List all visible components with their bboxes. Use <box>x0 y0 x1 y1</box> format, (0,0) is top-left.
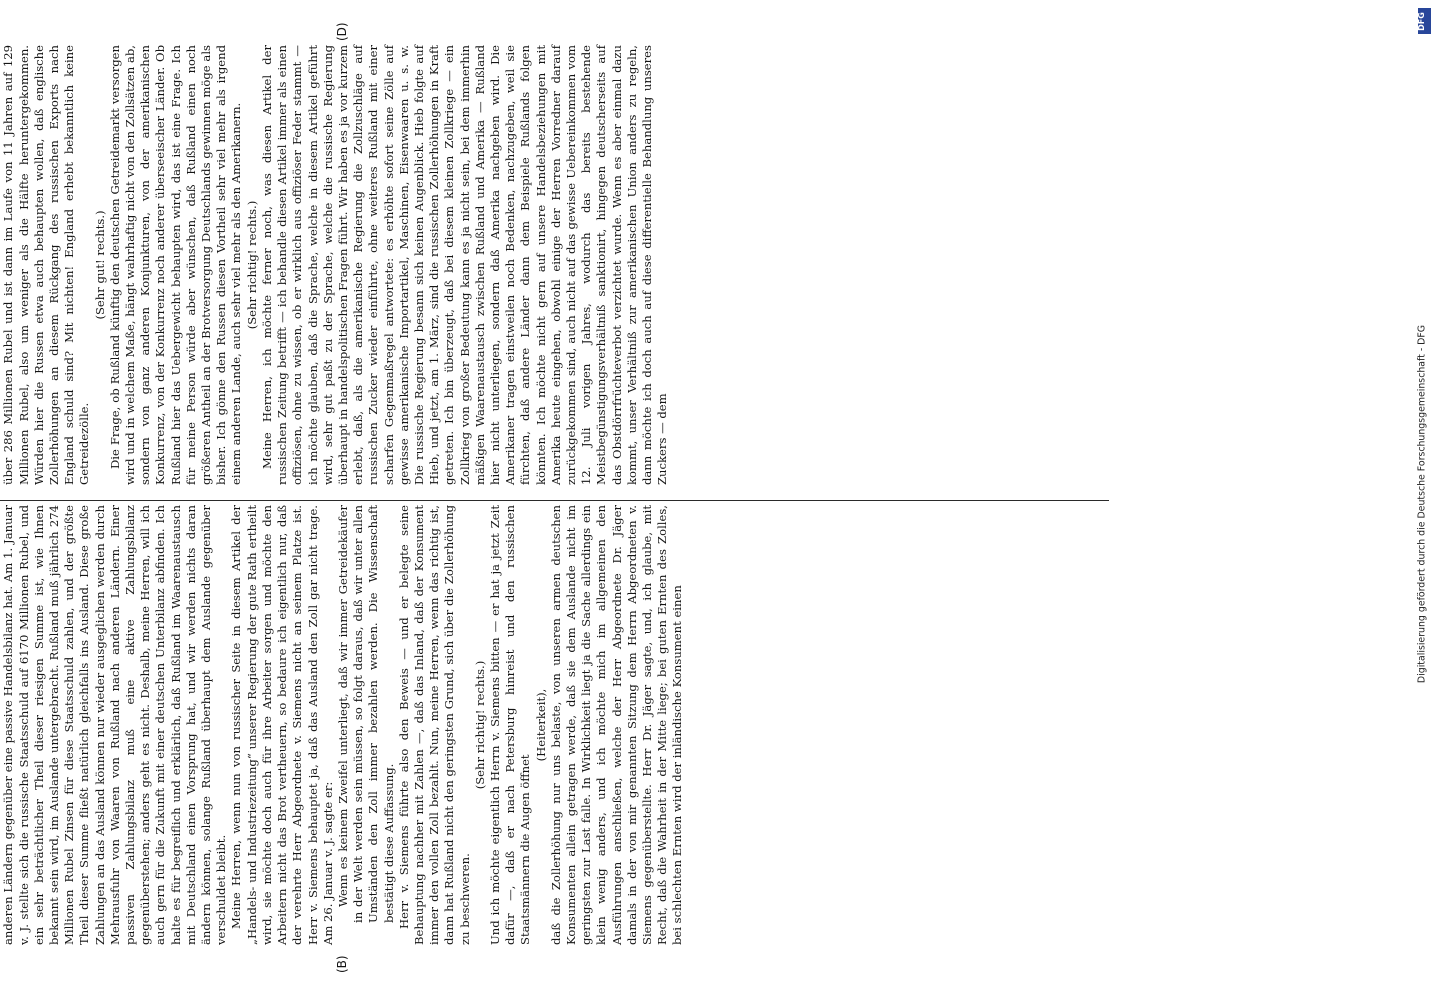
digitization-credit <box>1412 4 1432 996</box>
interjection: (Sehr richtig! rechts.) <box>244 200 259 330</box>
column-separator <box>0 500 1109 501</box>
right-column <box>0 45 670 485</box>
credit-text: Digitalisierung gefördert durch die Deutsche Forschungsgemeinschaft - DFG <box>1416 324 1428 684</box>
paragraph: Meine Herren, ich möchte ferner noch, was diesen Artikel der russischen Zeitung betrifft — ich behandle diesen Artikel immer als einen offiziösen, ohne zu wissen, ob er wirklich aus offiziöser Feder stammt — ich möchte glauben, daß die Sprache, welche in diesem Artikel geführt wird, sehr gut paßt zu der Sprache, welche die russische Regierung überhaupt in handelspolitischen Fragen führt. Wir haben es ja vor kurzem erlebt, daß, als die amerikanische Regierung die Zollzuschläge auf russischen Zucker wieder einführte, ohne weiteres Rußland mit einer scharfen Gegenmaßregel antwortete: es erhöhte sofort seine Zölle auf gewisse amerikanische Importartikel, Maschinen, Eisenwaaren u. s. w. Die russische Regierung besann sich keinen Augenblick. Hieb folgte auf Hieb, und jetzt, am 1. März, sind die russischen Zollerhöhungen in Kraft getreten. Ich bin überzeugt, daß bei diesem kleinen Zollkriege — ein Zollkrieg von großer Bedeutung kann es ja nicht sein, bei dem immerhin mäßigen Waarenaustausch zwischen Rußland und Amerika — Rußland hier nicht unterliegen, sondern daß Amerika nachgeben wird. Die Amerikaner tragen einstweilen noch Bedenken, nachzugeben, weil sie fürchten, daß andere Länder dann dem Beispiele Rußlands folgen könnten. Ich möchte nicht gern auf unsere Handelsbeziehungen mit Amerika heute eingehen, obwohl einige der Herren Vorredner darauf zurückgekommen sind, auch nicht auf das gewisse Uebereinkommen vom 12. Juli vorigen Jahres, wodurch das bereits bestehende Meistbegünstigungsverhältniß sanktionirt, hingegen deutscherseits auf das Obstdörrfrüchteverbot verzichtet wurde. Wenn es aber einmal dazu kommt, unser Verhältniß zur amerikanischen Union anders zu regeln, dann möchte ich doch auch auf diese differentielle Behandlung unseres Zuckers — dem <box>259 45 670 485</box>
paragraph: anderen Ländern gegenüber eine passive Handelsbilanz hat. Am 1. Januar v. J. stellte sich die russische Staatsschuld auf 6170 Millionen Rubel, und ein sehr beträchtlicher Theil dieser riesigen Summe ist, wie Ihnen bekannt sein wird, im Auslande untergebracht. Rußland muß jährlich 274 Millionen Rubel Zinsen für diese Staatsschuld zahlen, und der größte Theil dieser Summe fließt natürlich gleichfalls ins Ausland. Diese große Zahlungen an das Ausland können nur wieder ausgeglichen werden durch Mehrausfuhr von Waaren von Rußland nach anderen Ländern. Einer passiven Zahlungsbilanz muß eine aktive Zahlungsbilanz gegenüberstehen; anders geht es nicht. Deshalb, meine Herren, will ich auch gern für die Zukunft mit einer deutschen Unterbilanz abfinden. Ich halte es für begreiflich und erklärlich, daß Rußland im Waarenaustausch mit Deutschland einen Vorsprung hat, und wir werden nichts daran ändern können, solange Rußland überhaupt dem Auslande gegenüber verschuldet bleibt. <box>1 505 229 945</box>
interjection: (Sehr gut! rechts.) <box>92 210 107 320</box>
margin-marker-b: (B) <box>335 955 349 973</box>
paragraph: Die Frage, ob Rußland künftig den deutschen Getreidemarkt versorgen wird und in welchem Maße, hängt wahrhaftig nicht von den Zollsätzen ab, sondern von ganz anderen Konjunkturen, von der amerikanischen Konkurrenz, von der Konkurrenz noch anderer überseeischer Länder. Ob Rußland hier das Uebergewicht behaupten wird, das ist eine Frage. Ich für meine Person würde aber wünschen, daß Rußland einen noch größeren Antheil an der Brotversorgung Deutschlands gewinnen möge als bisher. Ich gönne den Russen diesen Vortheil sehr viel mehr als irgend einem anderen Lande, auch sehr viel mehr als den Amerikanern. <box>107 45 244 485</box>
quote: Wenn es keinem Zweifel unterliegt, daß wir immer Getreidekäufer in der Welt werden sein müssen, so folgt daraus, daß wir unter allen Umständen den Zoll immer bezahlen werden. Die Wissenschaft bestätigt diese Auffassung. <box>335 505 396 923</box>
dfg-logo-icon <box>1418 8 1431 34</box>
paragraph: Herr v. Siemens führte also den Beweis — und er belegte seine Behauptung nachher mit Zahlen —, daß das Inland, daß der Konsument immer den vollen Zoll bezahlt. Nun, meine Herren, wenn das richtig ist, dann hat Rußland nicht den geringsten Grund, sich über die Zollerhöhung zu beschweren. <box>396 505 472 945</box>
rotated-page <box>0 22 1125 975</box>
left-column <box>0 505 686 945</box>
paragraph: Meine Herren, wenn nun von russischer Seite in diesem Artikel der „Handels- und Industriezeitung“ unserer Regierung der gute Rath ertheilt wird, sie möchte doch auch für ihre Arbeiter sorgen und möchte den Arbeitern nicht das Brot vertheuern, so bedaure ich eigentlich nur, daß der verehrte Herr Abgeordnete v. Siemens nicht an seinem Platze ist. Herr v. Siemens behauptet ja, daß das Ausland den Zoll gar nicht trage. Am 26. Januar v. J. sagte er: <box>229 505 335 945</box>
interjection: (Heiterkeit), <box>533 688 548 762</box>
paragraph: über 286 Millionen Rubel und ist dann im Laufe von 11 Jahren auf 129 Millionen Rubel, also um weniger als die Hälfte heruntergekommen. Würden hier die Russen etwa auch behaupten wollen, daß englische Zollerhöhungen an diesem Rückgang des russischen Exports nach England schuld sind? Mit nichten! England erhebt bekanntlich keine Getreidezölle. <box>1 45 92 485</box>
interjection: (Sehr richtig! rechts.) <box>472 660 487 790</box>
paragraph: daß die Zollerhöhung nur uns belaste, von unseren armen deutschen Konsumenten allein getragen werde, daß sie dem Auslande nicht im geringsten zur Last falle. In Wirklichkeit liegt ja die Sache allerdings ein klein wenig anders, und ich möchte mich im allgemeinen den Ausführungen anschließen, welche der Herr Abgeordnete Dr. Jäger damals in der von mir genannten Sitzung dem Herrn Abgeordneten v. Siemens gegenüberstellte. Herr Dr. Jäger sagte, und, ich glaube, mit Recht, daß die Wahrheit in der Mitte liege; bei guten Ernten des Zolles, bei schlechten Ernten wird der inländische Konsument einen <box>548 505 685 945</box>
paragraph: Und ich möchte eigentlich Herrn v. Siemens bitten — er hat ja jetzt Zeit dafür —, daß er nach Petersburg hinreist und den russischen Staatsmännern die Augen öffnet <box>487 505 533 945</box>
margin-marker-d: (D) <box>335 22 349 41</box>
dfg-logo-text: DFG <box>1416 12 1426 31</box>
